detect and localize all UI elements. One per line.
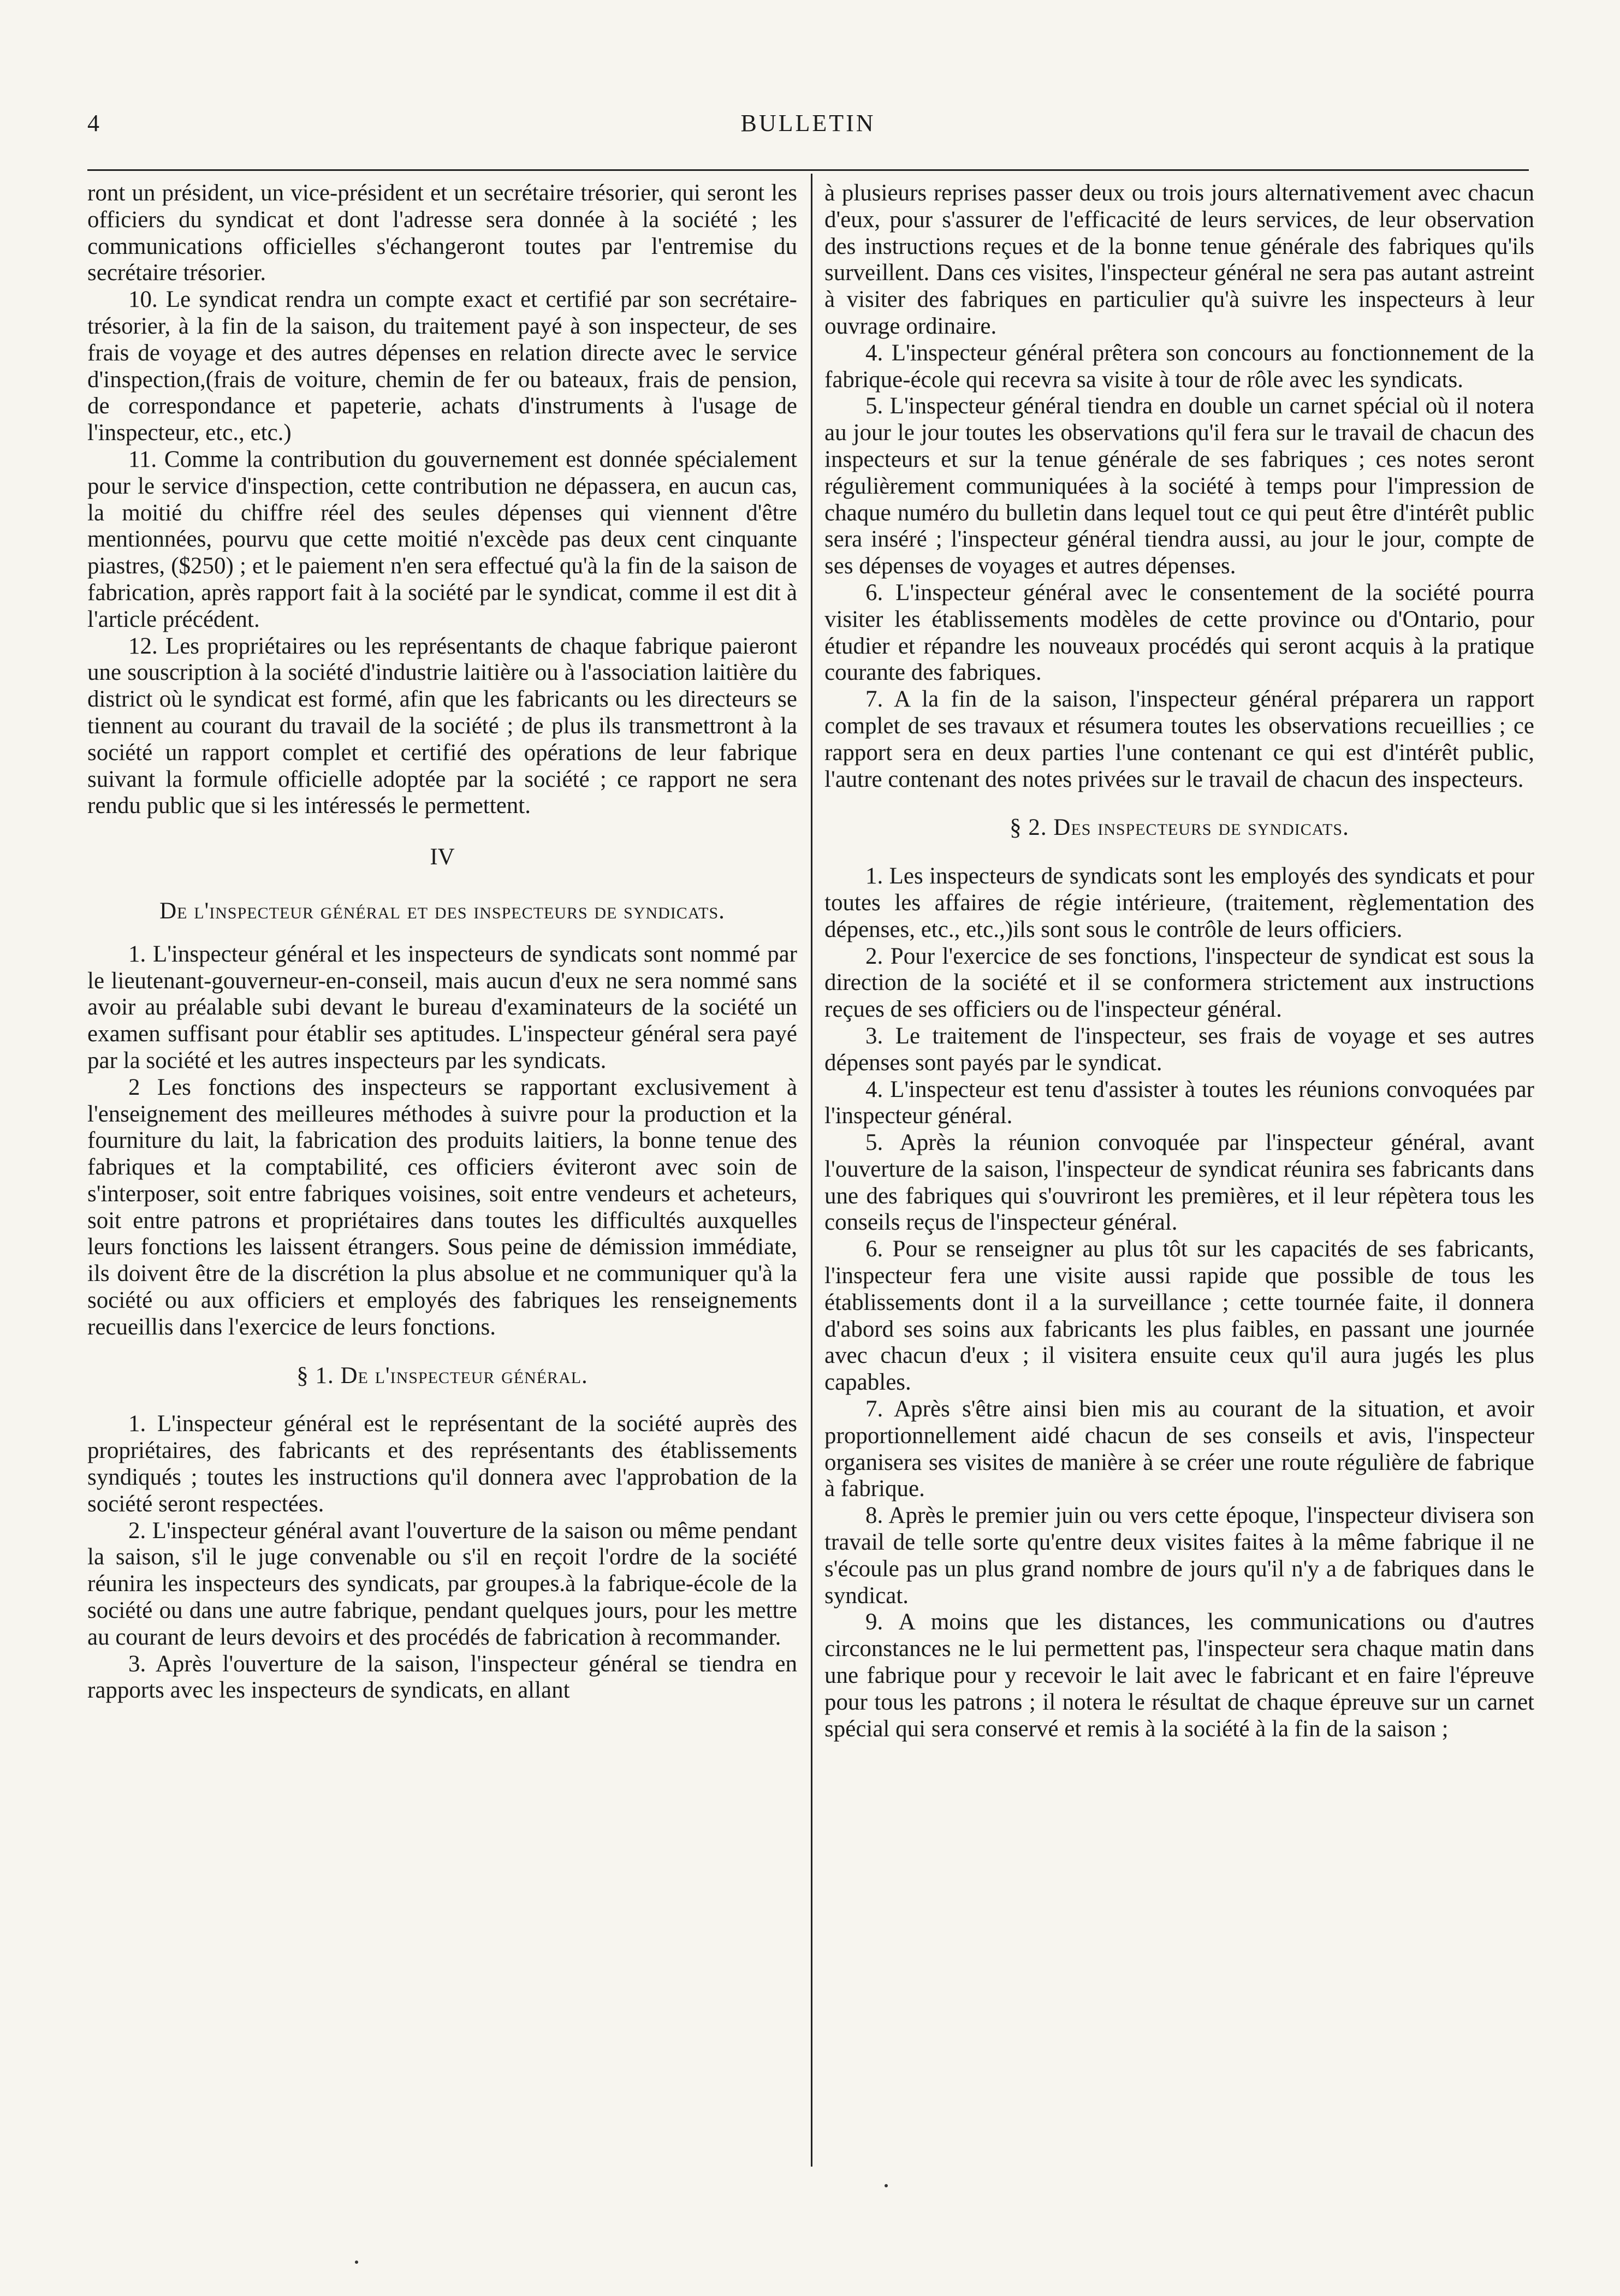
paragraph: 2 Les fonctions des inspecteurs se rapportant exclusivement à l'enseignement des meilleures méthodes à suivre pour la production et la fourniture du lait, la fabrication des produits laitiers, la bonne tenue des fabriques et la comptabilité, ces officiers éviteront avec soin de s'interposer, soit entre fabriques voisines, soit entre vendeurs et acheteurs, soit entre patrons et propriétaires dans toutes les difficultés auxquelles leurs fonctions les laissent étrangers. Sous peine de démission immédiate, ils doivent être de la discrétion la plus absolue et ne communiquer qu'à la société ou aux officiers et employés des fabriques les renseignements recueillis dans l'exercice de leurs fonctions. [87,1074,797,1340]
running-title: BULLETIN [740,110,876,137]
paragraph: 3. Le traitement de l'inspecteur, ses frais de voyage et ses autres dépenses sont payés par le syndicat. [824,1023,1534,1076]
paragraph: 11. Comme la contribution du gouvernement est donnée spécialement pour le service d'inspection, cette contribution ne dépassera, en aucun cas, la moitié du chiffre réel des seules dépenses qui viennent d'être mentionnées, pourvu que cette moitié n'excède pas deux cent cinquante piastres, ($250) ; et le paiement n'en sera effectué qu'à la fin de la saison de fabrication, après rapport fait à la société par le syndicat, comme il est dit à l'article précédent. [87,446,797,632]
ink-speck [355,2261,358,2264]
paragraph: 4. L'inspecteur général prêtera son concours au fonctionnement de la fabrique-école qui recevra sa visite à tour de rôle avec les syndicats. [824,340,1534,393]
paragraph: 10. Le syndicat rendra un compte exact et certifié par son secrétaire-trésorier, à la fin de la saison, du traitement payé à son inspecteur, de ses frais de voyage et des autres dépenses en relation directe avec le service d'inspection,(frais de voiture, chemin de fer ou bateaux, frais de pension, de correspondance et papeterie, achats d'instruments à l'usage de l'inspecteur, etc., etc.) [87,287,797,446]
header-rule [87,169,1529,171]
page-header [87,109,1529,147]
page-number: 4 [87,110,99,137]
subsection-title: § 1. De l'inspecteur général. [296,1362,588,1389]
paragraph: 5. Après la réunion convoquée par l'inspecteur général, avant l'ouverture de la saison, l'inspecteur de syndicat réunira ses fabricants dans une des fabriques qui s'ouvriront les premières, et il leur répètera tous les conseils reçus de l'inspecteur général. [824,1130,1534,1236]
paragraph: 1. L'inspecteur général est le représentant de la société auprès des propriétaires, des fabricants et des représentants des établissements syndiqués ; toutes les instructions qu'il donnera avec l'approbation de la société seront respectées. [87,1411,797,1517]
column-divider [811,174,812,2167]
paragraph: 2. Pour l'exercice de ses fonctions, l'inspecteur de syndicat est sous la direction de la société et il se conformera strictement aux instructions reçues de ses officiers ou de l'inspecteur général. [824,943,1534,1023]
paragraph: 1. L'inspecteur général et les inspecteurs de syndicats sont nommé par le lieutenant-gouverneur-en-conseil, mais aucun d'eux ne sera nommé sans avoir au préalable subi devant le bureau d'examinateurs de la société un examen suffisant pour établir ses aptitudes. L'inspecteur général sera payé par la société et les autres inspecteurs par les syndicats. [87,941,797,1073]
paragraph: 4. L'inspecteur est tenu d'assister à toutes les réunions convoquées par l'inspecteur général. [824,1076,1534,1129]
paragraph: ront un président, un vice-président et un secrétaire trésorier, qui seront les officiers du syndicat et dont l'adresse sera donnée à la société ; les communications officielles s'échangeront toutes par l'entremise du secrétaire trésorier. [87,180,797,286]
paragraph: 9. A moins que les distances, les communications ou d'autres circonstances ne le lui permettent pas, l'inspecteur sera chaque matin dans une fabrique pour y recevoir le lait avec le fabricant et en faire l'épreuve pour tous les patrons ; il notera le résultat de chaque épreuve sur un carnet spécial qui sera conservé et remis à la société à la fin de la saison ; [824,1609,1534,1742]
paragraph: 2. L'inspecteur général avant l'ouverture de la saison ou même pendant la saison, s'il le juge convenable ou s'il en reçoit l'ordre de la société réunira les inspecteurs des syndicats, par groupes.à la fabrique-école de la société ou dans une autre fabrique, pendant quelques jours, pour les mettre au courant de leurs devoirs et des procédés de fabrication à recommander. [87,1517,797,1650]
paragraph: 6. Pour se renseigner au plus tôt sur les capacités de ses fabricants, l'inspecteur fera une visite aussi rapide que possible de tous les établissements dont il a la surveillance ; cette tournée faite, il donnera d'abord ses soins aux fabricants les plus faibles, en passant une journée avec chacun d'eux ; il visitera ensuite ceux qu'il aura jugés les plus capables. [824,1236,1534,1396]
paragraph: 7. Après s'être ainsi bien mis au courant de la situation, et avoir proportionnellement aidé chacun de ses conseils et avis, l'inspecteur organisera ses visites de manière à se créer une route régulière de fabrique à fabrique. [824,1396,1534,1502]
left-column [87,180,797,1704]
paragraph: 6. L'inspecteur général avec le consentement de la société pourra visiter les établissements modèles de cette province ou d'Ontario, pour étudier et répandre les nouveaux procédés qui seront acquis à la pratique courante des fabriques. [824,579,1534,686]
chapter-number: IV [430,844,455,870]
right-column [824,180,1534,1742]
paragraph: 12. Les propriétaires ou les représentants de chaque fabrique paieront une souscription à la société d'industrie laitière ou à l'association laitière du district où le syndicat est formé, afin que les fabricants ou les directeurs se tiennent au courant du travail de la société ; de plus ils transmettront à la société un rapport complet et certifié des opérations de leur fabrique suivant la formule officielle adoptée par la société ; ce rapport ne sera rendu public que si les intéressés le permettent. [87,633,797,819]
paragraph: 7. A la fin de la saison, l'inspecteur général préparera un rapport complet de ses travaux et résumera toutes les observations recueillies ; ce rapport sera en deux parties l'une contenant ce qui est d'intérêt public, l'autre contenant des notes privées sur le travail de chacun des inspecteurs. [824,686,1534,792]
paragraph: 8. Après le premier juin ou vers cette époque, l'inspecteur divisera son travail de telle sorte qu'entre deux visites faites à la même fabrique il ne s'écoule pas un plus grand nombre de jours qu'il n'y a de fabriques dans le syndicat. [824,1503,1534,1609]
ink-speck [885,2184,888,2187]
paragraph: à plusieurs reprises passer deux ou trois jours alternativement avec chacun d'eux, pour s'assurer de l'efficacité de leurs services, de leur observation des instructions reçues et de la bonne tenue générale des fabriques qu'ils surveillent. Dans ces visites, l'inspecteur général ne sera pas autant astreint à visiter des fabriques en particulier qu'à suivre les inspecteurs à leur ouvrage ordinaire. [824,180,1534,339]
paragraph: 3. Après l'ouverture de la saison, l'inspecteur général se tiendra en rapports avec les inspecteurs de syndicats, en allant [87,1651,797,1704]
section-title: De l'inspecteur général et des inspecteurs de syndicats. [159,898,725,924]
paragraph: 1. Les inspecteurs de syndicats sont les employés des syndicats et pour toutes les affaires de régie intérieure, (traitement, règlementation des dépenses, etc., etc.,)ils sont sous le contrôle de leurs officiers. [824,863,1534,942]
paragraph: 5. L'inspecteur général tiendra en double un carnet spécial où il notera au jour le jour toutes les observations qu'il fera sur le travail de chacun des inspecteurs et sur la tenue générale de ses fabriques ; ces notes seront régulièrement communiquées à la société à temps pour l'impression de chaque numéro du bulletin dans lequel tout ce qui peut être d'intérêt public sera inséré ; l'inspecteur général tiendra aussi, au jour le jour, compte de ses dépenses de voyages et autres dépenses. [824,393,1534,579]
subsection-title: § 2. Des inspecteurs de syndicats. [1010,815,1349,841]
